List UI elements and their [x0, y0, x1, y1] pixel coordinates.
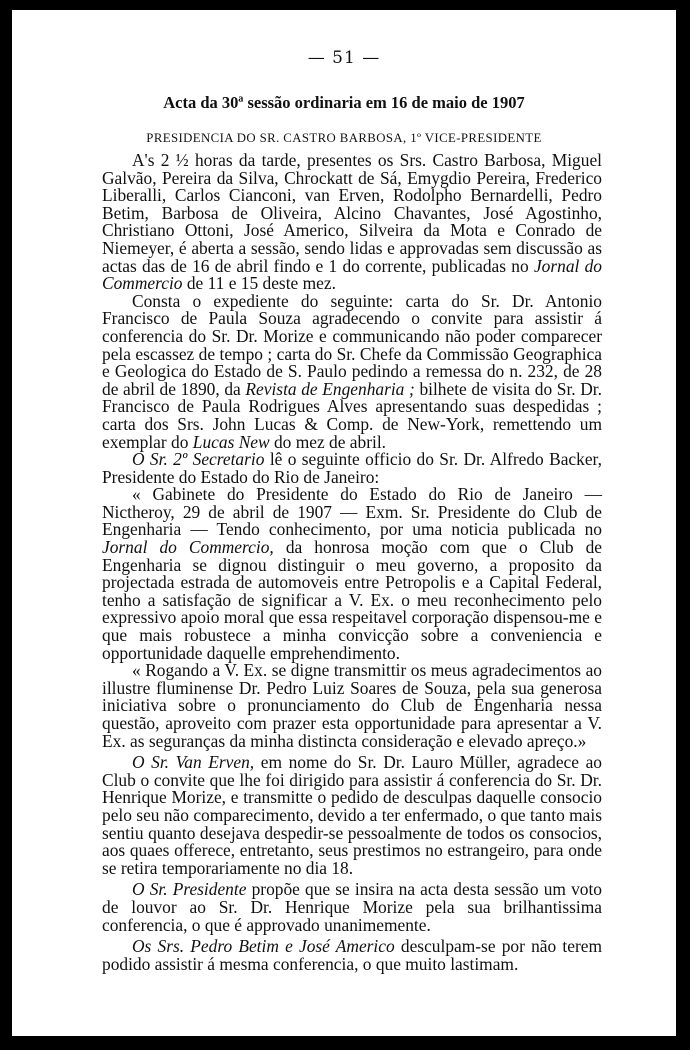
- paragraph-presidente: O Sr. Presidente propõe que se insira na acta desta sessão um voto de louvor ao Sr. Dr. Henrique Morize pela sua brilhantissima conferencia, o que é approvado unanimemente.: [102, 879, 602, 935]
- paragraph-letter-1: « Gabinete do Presidente do Estado do Rio de Janeiro — Nictheroy, 29 de abril de 1907 — Exm. Sr. Presidente do Club de Engenharia — Tendo conhecimento, por uma noticia publicada no Jornal do Commercio, da honrosa moção com que o Club de Engenharia se dignou distinguir o meu governo, a proposito da projectada estrada de automoveis entre Petropolis e a Capital Federal, tenho a satisfação de significar a V. Ex. o meu reconhecimento pelo expressivo apoio moral que essa respeitavel corporação dispensou-me e que mais robustece a minha convicção sobre a conveniencia e opportunidade daquelle emprehendimento.: [102, 484, 602, 663]
- paragraph-opening: A's 2 ½ horas da tarde, presentes os Srs. Castro Barbosa, Miguel Galvão, Pereira da Silva, Chrockatt de Sá, Emygdio Pereira, Frederico Liberalli, Carlos Cianconi, van Erven, Rodolpho Bernardelli, Pedro Betim, Barbosa de Oliveira, Alcino Chavantes, José Agostinho, Christiano Ottoni, José Americo, Silveira da Mota e Conrado de Niemeyer, é aberta a sessão, sendo lidas e approvadas sem discussão as actas das de 16 de abril findo e 1 do corrente, publicadas no Jornal do Commercio de 11 e 15 deste mez.: [102, 150, 602, 294]
- page-number: — 51 —: [307, 48, 381, 68]
- minutes-title: Acta da 30ª sessão ordinaria em 16 de maio de 1907: [163, 93, 525, 112]
- paragraph-van-erven: O Sr. Van Erven, em nome do Sr. Dr. Lauro Müller, agradece ao Club o convite que lhe foi dirigido para assistir á conferencia do Sr. Dr. Henrique Morize, e transmitte o pedido de desculpas daquelle consocio pelo seu não comparecimento, devido a ter enfermado, o que tanto mais sentiu quanto desejava despedir-se pessoalmente de todos os consocios, aos quaes offerece, entretanto, seus prestimos no estrangeiro, para onde se retira temporariamente no dia 18.: [102, 752, 602, 878]
- paragraph-apologies: Os Srs. Pedro Betim e José Americo desculpam-se por não terem podido assistir á mesma conferencia, o que muito lastimam.: [102, 936, 602, 974]
- paragraph-correspondence: Consta o expediente do seguinte: carta do Sr. Dr. Antonio Francisco de Paula Souza agradecendo o convite para assistir á conferencia do Sr. Dr. Morize e communicando não poder comparecer pela escassez de tempo ; carta do Sr. Chefe da Commissão Geographica e Geologica do Estado de S. Paulo pedindo a remessa do n. 232, de 28 de abril de 1890, da Revista de Engenharia ; bilhete de visita do Sr. Dr. Francisco de Paula Rodrigues Alves apresentando suas despedidas ; carta dos Srs. John Lucas & Comp. de New-York, remettendo um exemplar do Lucas New do mez de abril.: [102, 290, 602, 452]
- paragraph-secretary: O Sr. 2º Secretario lê o seguinte officio do Sr. Dr. Alfredo Backer, Presidente do Estado do Rio de Janeiro:: [102, 449, 602, 487]
- presidency-subtitle: PRESIDENCIA DO SR. CASTRO BARBOSA, 1º VICE-PRESIDENTE: [146, 131, 542, 145]
- document-page: [12, 10, 676, 1036]
- minutes-body: [102, 152, 602, 973]
- paragraph-letter-2: « Rogando a V. Ex. se digne transmittir os meus agradecimentos ao illustre fluminense Dr. Pedro Luiz Soares de Souza, pela sua generosa iniciativa sobre o pronunciamento do Club de Engenharia nessa questão, aproveito com prazer esta opportunidade para apresentar a V. Ex. as seguranças da minha distincta consideração e elevado apreço.»: [102, 660, 602, 751]
